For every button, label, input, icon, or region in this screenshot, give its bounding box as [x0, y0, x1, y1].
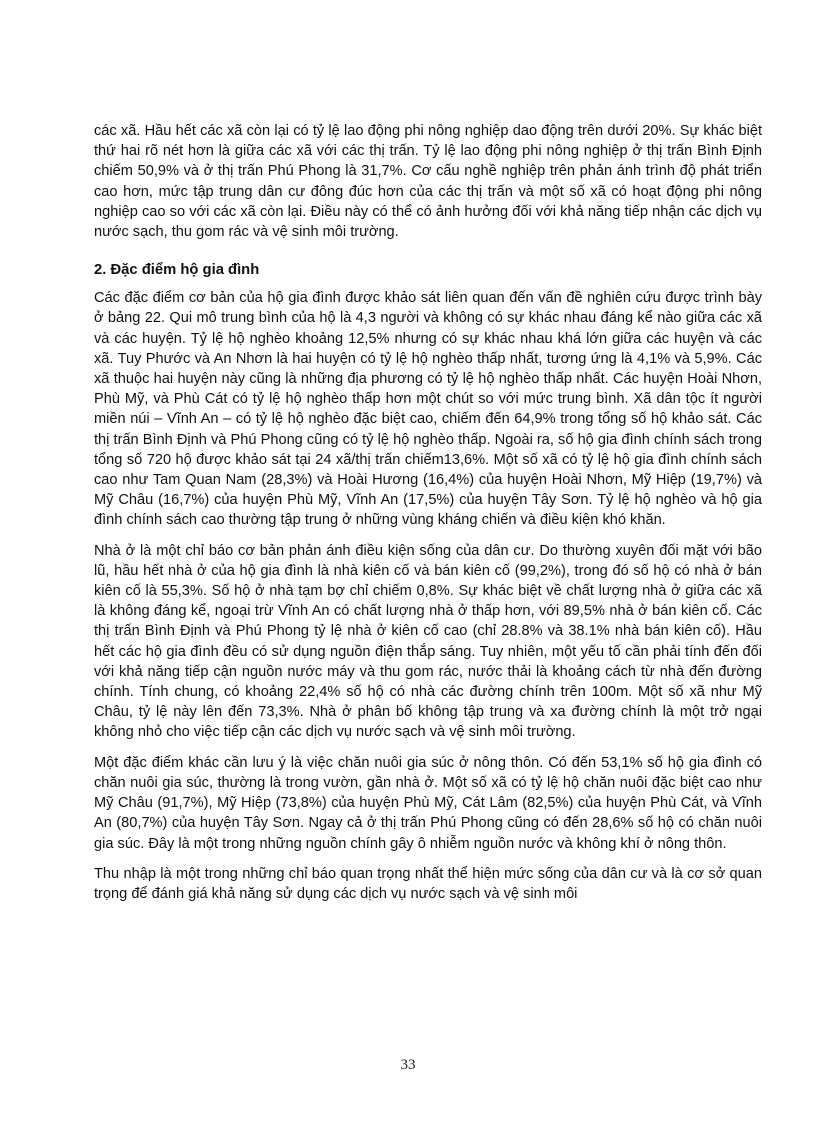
section-heading: 2. Đặc điểm hộ gia đình: [94, 262, 260, 279]
paragraph-livestock: Một đặc điểm khác cần lưu ý là việc chăn nuôi gia súc ở nông thôn. Có đến 53,1% số hộ gia đình có chăn nuôi gia súc, thường là trong vườn, gần nhà ở. Một số xã có tỷ lệ hộ chăn nuôi đặc biệt cao như Mỹ Châu (91,7%), Mỹ Hiệp (73,8%) của huyện Phù Mỹ, Cát Lâm (82,5%) của huyện Phù Cát, và Vĩnh An (80,7%) của huyện Tây Sơn. Ngay cả ở thị trấn Phú Phong cũng có đến 28,6% số hộ có chăn nuôi gia súc. Đây là một trong những nguồn chính gây ô nhiễm nguồn nước và không khí ở nông thôn.: [94, 754, 762, 852]
paragraph-income: Thu nhập là một trong những chỉ báo quan trọng nhất thể hiện mức sống của dân cư và là cơ sở quan trọng để đánh giá khả năng sử dụng các dịch vụ nước sạch và vệ sinh môi: [94, 865, 762, 902]
paragraph-intro: các xã. Hầu hết các xã còn lại có tỷ lệ lao động phi nông nghiệp dao động trên dưới 20%. Sự khác biệt thứ hai rõ nét hơn là giữa các xã với các thị trấn. Tỷ lệ lao động phi nông nghiệp ở thị trấn Bình Định chiếm 50,9% và ở thị trấn Phú Phong là 31,7%. Cơ cấu nghề nghiệp trên phản ánh trình độ phát triển cao hơn, mức tập trung dân cư đông đúc hơn của các thị trấn và một số xã có hoạt động phi nông nghiệp cao so với các xã còn lại. Điều này có thể có ảnh hưởng đối với khả năng tiếp nhận các dịch vụ nước sạch, thu gom rác và vệ sinh môi trường.: [94, 123, 762, 241]
paragraph-housing: Nhà ở là một chỉ báo cơ bản phản ánh điều kiện sống của dân cư. Do thường xuyên đối mặt với bão lũ, hầu hết nhà ở của hộ gia đình là nhà kiên cố và bán kiên cố (99,2%), trong đó số hộ có nhà ở bán kiên cố là 55,3%. Số hộ ở nhà tạm bợ chỉ chiếm 0,8%. Sự khác biệt về chất lượng nhà ở giữa các xã là không đáng kể, ngoại trừ Vĩnh An có chất lượng nhà ở thấp hơn, với 89,5% nhà ở bán kiên cố. Các thị trấn Bình Định và Phú Phong tỷ lệ nhà ở kiên cố cao (chỉ 28.8% và 38.1% nhà bán kiên cố). Hầu hết các hộ gia đình đều có sử dụng nguồn điện thắp sáng. Tuy nhiên, một yếu tố cần phải tính đến đối với khả năng tiếp cận nguồn nước máy và thu gom rác, nước thải là khoảng cách từ nhà đến đường chính. Tính chung, có khoảng 22,4% số hộ có nhà các đường chính trên 100m. Một số xã như Mỹ Châu, tỷ lệ này lên đến 73,3%. Nhà ở phân bố không tập trung và xa đường chính là một trở ngại không nhỏ cho việc tiếp cận các dịch vụ nước sạch và vệ sinh môi trường.: [94, 542, 762, 741]
document-body: [94, 121, 762, 914]
paragraph-household-characteristics: Các đặc điểm cơ bản của hộ gia đình được khảo sát liên quan đến vấn đề nghiên cứu được trình bày ở bảng 22. Qui mô trung bình của hộ là 4,3 người và không có sự khác nhau đáng kể nào giữa các xã và các huyện. Tỷ lệ hộ nghèo khoảng 12,5% nhưng có sự khác nhau khá lớn giữa các huyện và các xã. Tuy Phước và An Nhơn là hai huyện có tỷ lệ hộ nghèo thấp nhất, tương ứng là 4,1% và 5,9%. Các xã thuộc hai huyện này cũng là những địa phương có tỷ lệ hộ nghèo thấp nhất. Các huyện Hoài Nhơn, Phù Mỹ, và Phù Cát có tỷ lệ hộ nghèo thấp hơn một chút so với mức trung bình. Xã dân tộc ít người miền núi – Vĩnh An – có tỷ lệ hộ nghèo đặc biệt cao, chiếm đến 64,9% trong tổng số hộ khảo sát. Các thị trấn Bình Định và Phú Phong cũng có tỷ lệ hộ nghèo thấp. Ngoài ra, số hộ gia đình chính sách trong tổng số 720 hộ được khảo sát tại 24 xã/thị trấn chiếm13,6%. Một số xã có tỷ lệ hộ gia đình chính sách cao như Tam Quan Nam (28,3%) và Hoài Hương (16,4%) của huyện Hoài Nhơn, Mỹ Hiệp (19,7%) và Mỹ Châu (16,7%) của huyện Phù Mỹ, Vĩnh An (17,5%) của huyện Tây Sơn. Tỷ lệ hộ nghèo và hộ gia đình chính sách cao thường tập trung ở những vùng kháng chiến và điều kiện khó khăn.: [94, 290, 762, 529]
page-number: 33: [400, 1057, 416, 1073]
